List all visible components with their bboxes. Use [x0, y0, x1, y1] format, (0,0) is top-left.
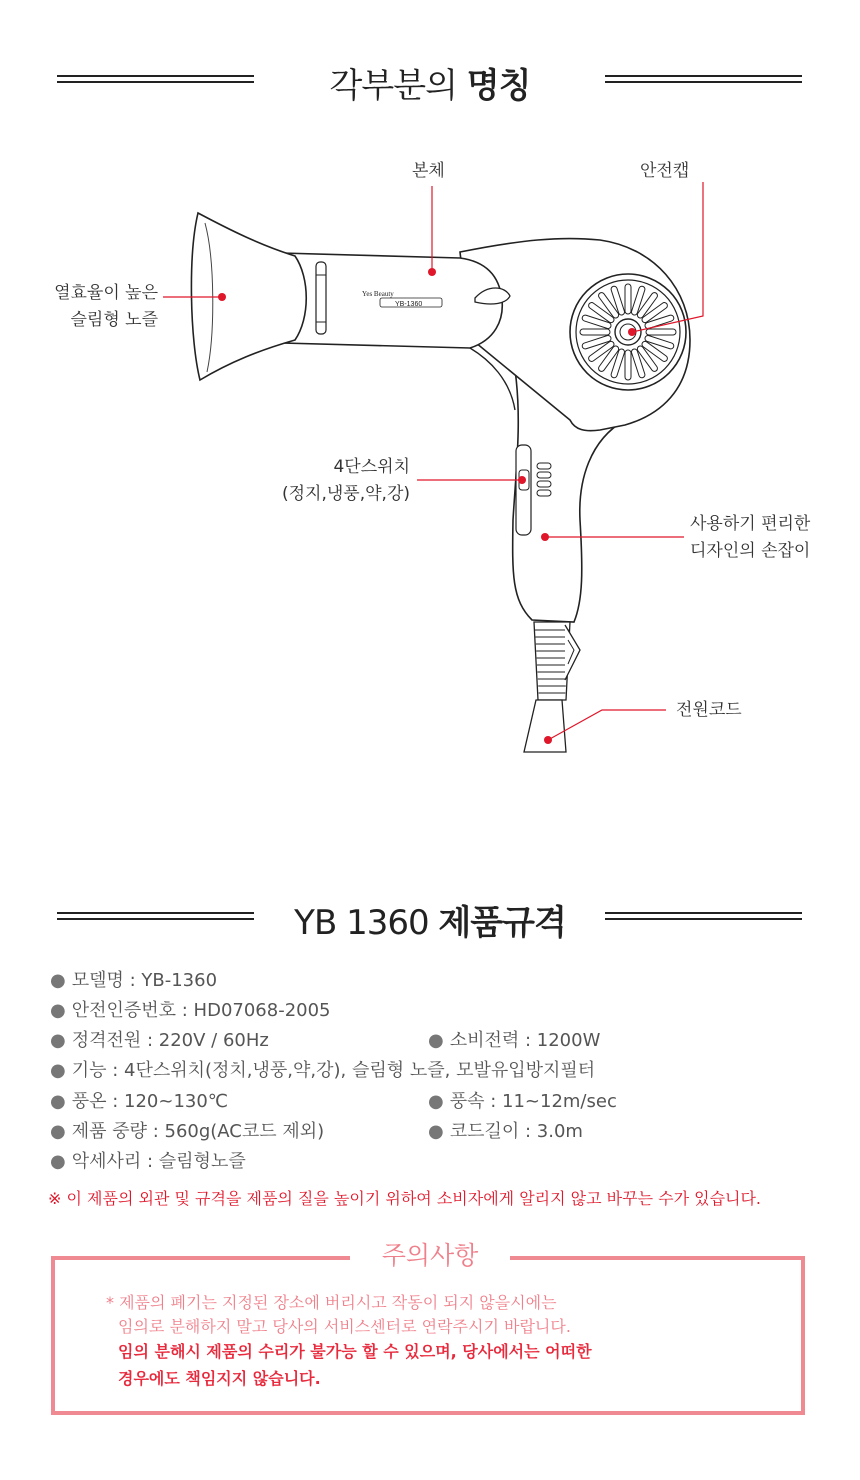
grille-slot [646, 329, 676, 335]
spec-title-normal: YB 1360 [294, 903, 439, 943]
bullet-icon: ● [428, 1121, 444, 1142]
spec-weight: ● 제품 중량 : 560g(AC코드 제외) [50, 1121, 325, 1142]
spec-cord-length: ● 코드길이 : 3.0m [428, 1121, 583, 1142]
label-nozzle-line1: 열효율이 높은 [54, 283, 158, 303]
caution-line-3: 임의 분해시 제품의 수리가 불가능 할 수 있으며, 당사에서는 어떠한 [118, 1342, 592, 1361]
spec-speed: ● 풍속 : 11~12m/sec [428, 1091, 617, 1112]
bullet-icon: ● [428, 1030, 444, 1051]
label-cord: 전원코드 [676, 700, 742, 720]
label-handle-line2: 디자인의 손잡이 [690, 541, 811, 561]
bullet-icon: ● [50, 1060, 66, 1081]
bullet-icon: ● [50, 970, 66, 991]
label-body: 본체 [412, 161, 445, 181]
spec-voltage: ● 정격전원 : 220V / 60Hz [50, 1030, 269, 1051]
spec-temp: ● 풍온 : 120~130℃ [50, 1091, 229, 1112]
label-safety-cap: 안전캡 [640, 161, 690, 181]
spec-title-bold: 제품규격 [438, 903, 566, 943]
grille-slot [580, 329, 610, 335]
dryer-model-text: YB-1360 [395, 301, 423, 308]
bullet-icon: ● [50, 1030, 66, 1051]
caution-line-1: * 제품의 폐기는 지정된 장소에 버리시고 작동이 되지 않을시에는 [106, 1293, 557, 1312]
bullet-icon: ● [50, 1000, 66, 1021]
spec-accessory: ● 악세사리 : 슬림형노즐 [50, 1151, 246, 1172]
grille-slot [625, 350, 631, 380]
bullet-icon: ● [50, 1151, 66, 1172]
label-switch-line2: (정지,냉풍,약,강) [281, 484, 410, 504]
caution-title: 주의사항 [350, 1238, 510, 1274]
spec-cert: ● 안전인증번호 : HD07068-2005 [50, 1000, 331, 1021]
spec-power: ● 소비전력 : 1200W [428, 1030, 601, 1051]
spec-change-notice: ※ 이 제품의 외관 및 규격을 제품의 질을 높이기 위하여 소비자에게 알리지 않고 바꾸는 수가 있습니다. [48, 1189, 762, 1208]
bullet-icon: ● [50, 1091, 66, 1112]
label-switch [240, 454, 410, 508]
dryer-brand-text: Yes Beauty [362, 290, 394, 298]
spec-section-title [0, 895, 860, 944]
bullet-icon: ● [50, 1121, 66, 1142]
label-nozzle-line2: 슬림형 노즐 [70, 310, 158, 330]
spec-function: ● 기능 : 4단스위치(정치,냉풍,약,강), 슬림형 노즐, 모발유입방지필터 [50, 1060, 596, 1081]
parts-title-normal: 각부분의 [329, 66, 467, 106]
caution-line-4: 경우에도 책임지지 않습니다. [118, 1369, 321, 1388]
label-handle-line1: 사용하기 편리한 [690, 514, 811, 534]
label-nozzle [20, 280, 158, 334]
caution-line-2: 임의로 분해하지 말고 당사의 서비스센터로 연락주시기 바랍니다. [118, 1317, 571, 1336]
label-switch-line1: 4단스위치 [333, 457, 410, 477]
spec-model: ● 모델명 : YB-1360 [50, 970, 218, 991]
parts-title-bold: 명칭 [466, 66, 531, 106]
label-handle [690, 511, 810, 565]
bullet-icon: ● [428, 1091, 444, 1112]
grille-slot [625, 284, 631, 314]
